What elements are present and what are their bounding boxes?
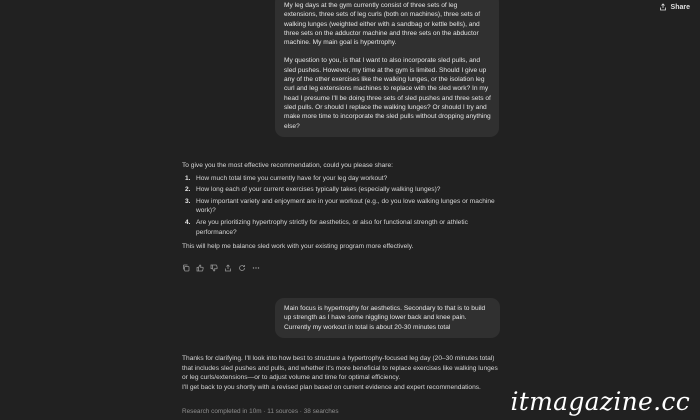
list-number: 4. bbox=[185, 218, 191, 226]
message-actions bbox=[182, 264, 260, 272]
more-icon bbox=[252, 264, 260, 272]
share-button[interactable] bbox=[659, 3, 690, 11]
watermark: itmagazine.cc bbox=[510, 387, 690, 416]
thumbs-down-icon bbox=[210, 264, 218, 272]
list-text: How important variety and enjoyment are in your workout (e.g., do you love walking lunges or machine work)? bbox=[196, 197, 495, 215]
share-icon bbox=[224, 264, 232, 272]
share-message-button[interactable] bbox=[224, 264, 232, 272]
list-item bbox=[182, 218, 500, 237]
list-number: 2. bbox=[185, 186, 191, 194]
assistant-message bbox=[182, 354, 500, 392]
user-message-text: Main focus is hypertrophy for aesthetics. Secondary to that is to build up strength as I have some niggling lower back and knee pain. Currently my workout in total is about 20-30 minutes total bbox=[284, 305, 486, 331]
regenerate-button[interactable] bbox=[238, 264, 246, 272]
thumbs-up-button[interactable] bbox=[196, 264, 204, 272]
question-list bbox=[182, 174, 500, 238]
assistant-intro: To give you the most effective recommendation, could you please share: bbox=[182, 162, 393, 169]
share-icon bbox=[659, 3, 667, 11]
more-button[interactable] bbox=[252, 264, 260, 272]
list-item bbox=[182, 174, 500, 184]
assistant-message bbox=[182, 161, 500, 252]
research-status[interactable]: Research completed in 10m · 11 sources · 38 searches bbox=[182, 408, 339, 415]
assistant-outro: This will help me balance sled work with your existing program more effectively. bbox=[182, 243, 414, 251]
list-text: How long each of your current exercises typically takes (especially walking lunges)? bbox=[196, 186, 441, 194]
share-label: Share bbox=[670, 3, 690, 11]
list-number: 3. bbox=[185, 197, 191, 205]
list-item bbox=[182, 185, 500, 195]
user-message bbox=[275, 298, 500, 338]
user-message bbox=[275, 0, 499, 137]
assistant-paragraph: I'll get back to you shortly with a revised plan based on current evidence and expert recommendations. bbox=[182, 383, 481, 391]
user-message-paragraph: My leg days at the gym currently consist of three sets of leg extensions, three sets of leg curls (both on machines), three sets of walking lunges (weighted either with a sandbag or kettle bells), and three sets on the adductor machine and three sets on the abductor machine. My main goal is hypertrophy. bbox=[284, 2, 481, 47]
list-item bbox=[182, 197, 500, 216]
copy-icon bbox=[182, 264, 190, 272]
assistant-paragraph: Thanks for clarifying. I'll look into how best to structure a hypertrophy-focused leg day (20–30 minutes total) that includes sled pushes and pulls, and whether it's more beneficial to replace exercises like walking lunges or leg curls/extensions—or to adjust volume and time for optimal efficiency. bbox=[182, 355, 498, 382]
list-text: How much total time you currently have for your leg day workout? bbox=[196, 174, 388, 182]
user-message-paragraph: My question to you, is that I want to also incorporate sled pulls, and sled pushes. However, my time at the gym is limited. Should I give up any of the other exercises like the walking lunges, or the isolation leg curl and leg extensions machines to replace with the sled work? In my head I presume I'll be doing three sets of sled pushes and three sets of sled pulls. Or should I replace the walking lunges? Or should I try and make more time to incorporate the sled pulls without dropping anything else? bbox=[284, 57, 491, 130]
list-number: 1. bbox=[185, 174, 191, 182]
list-text: Are you prioritizing hypertrophy strictly for aesthetics, or also for functional strength or athletic performance? bbox=[196, 218, 468, 236]
thumbs-up-icon bbox=[196, 264, 204, 272]
thumbs-down-button[interactable] bbox=[210, 264, 218, 272]
copy-button[interactable] bbox=[182, 264, 190, 272]
refresh-icon bbox=[238, 264, 246, 272]
